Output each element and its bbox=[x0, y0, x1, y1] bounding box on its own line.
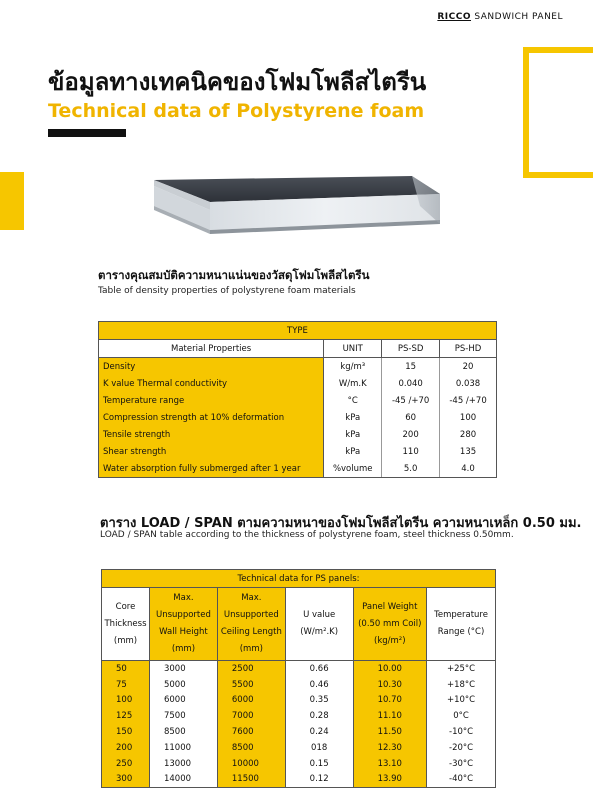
table-row bbox=[99, 426, 497, 443]
wall-height-cell: 14000 bbox=[149, 772, 217, 788]
ps-sd-cell: 60 bbox=[382, 409, 440, 426]
property-cell: Water absorption fully submerged after 1 year bbox=[99, 460, 324, 478]
yellow-bar-decoration bbox=[0, 172, 24, 230]
table-row bbox=[102, 708, 496, 724]
property-cell: K value Thermal conductivity bbox=[99, 375, 324, 392]
column-header-line: Max. bbox=[173, 593, 194, 603]
column-header-line: (mm) bbox=[239, 644, 263, 654]
table-row bbox=[102, 740, 496, 756]
table-row bbox=[102, 677, 496, 693]
wall-height-cell: 13000 bbox=[149, 756, 217, 772]
panel-weight-cell: 10.70 bbox=[353, 693, 427, 709]
table-row bbox=[99, 375, 497, 392]
unit-cell: kg/m³ bbox=[324, 358, 382, 376]
core-thickness-cell: 300 bbox=[102, 772, 150, 788]
ceiling-length-cell: 6000 bbox=[217, 693, 285, 709]
temperature-cell: +10°C bbox=[427, 693, 496, 709]
title-underline-bar bbox=[48, 129, 126, 137]
temperature-cell: -40°C bbox=[427, 772, 496, 788]
panel-weight-cell: 13.90 bbox=[353, 772, 427, 788]
table-row bbox=[99, 358, 497, 376]
u-value-cell: 0.15 bbox=[285, 756, 353, 772]
ps-sd-cell: 200 bbox=[382, 426, 440, 443]
table-row bbox=[102, 756, 496, 772]
temperature-cell: 0°C bbox=[427, 708, 496, 724]
column-header bbox=[217, 588, 285, 661]
table-row bbox=[102, 772, 496, 788]
temperature-cell: +25°C bbox=[427, 661, 496, 677]
column-header-line: Unsupported bbox=[223, 610, 279, 620]
ceiling-length-cell: 2500 bbox=[217, 661, 285, 677]
brand-name: RICCO bbox=[437, 12, 472, 22]
column-header-line: Max. bbox=[241, 593, 262, 603]
ps-hd-cell: 4.0 bbox=[440, 460, 497, 478]
column-header: Material Properties bbox=[99, 340, 324, 358]
column-header: PS-SD bbox=[382, 340, 440, 358]
property-cell: Shear strength bbox=[99, 443, 324, 460]
panel-weight-cell: 12.30 bbox=[353, 740, 427, 756]
page-title-english: Technical data of Polystyrene foam bbox=[48, 100, 425, 122]
core-thickness-cell: 50 bbox=[102, 661, 150, 677]
brand-wordmark bbox=[437, 12, 563, 22]
ceiling-length-cell: 5500 bbox=[217, 677, 285, 693]
u-value-cell: 0.35 bbox=[285, 693, 353, 709]
ceiling-length-cell: 7600 bbox=[217, 724, 285, 740]
brand-tagline: SANDWICH PANEL bbox=[474, 12, 563, 22]
column-header bbox=[285, 588, 353, 661]
column-header-line: Core bbox=[115, 601, 136, 612]
ps-hd-cell: 280 bbox=[440, 426, 497, 443]
unit-cell: kPa bbox=[324, 409, 382, 426]
column-header bbox=[102, 588, 150, 661]
table-row bbox=[102, 693, 496, 709]
table-row bbox=[102, 661, 496, 677]
temperature-cell: -20°C bbox=[427, 740, 496, 756]
table-title: Technical data for PS panels: bbox=[102, 570, 496, 588]
column-header bbox=[353, 588, 427, 661]
column-header-line: Temperature bbox=[434, 610, 488, 620]
ceiling-length-cell: 10000 bbox=[217, 756, 285, 772]
column-header-line: (kg/m²) bbox=[374, 635, 406, 646]
panel-weight-cell: 10.30 bbox=[353, 677, 427, 693]
column-header: UNIT bbox=[324, 340, 382, 358]
load-span-table bbox=[101, 569, 496, 788]
table-row bbox=[99, 460, 497, 478]
core-thickness-cell: 100 bbox=[102, 693, 150, 709]
column-header-line: Panel Weight bbox=[362, 601, 418, 612]
column-header-line: Ceiling Length bbox=[220, 627, 282, 637]
temperature-cell: -10°C bbox=[427, 724, 496, 740]
property-cell: Tensile strength bbox=[99, 426, 324, 443]
column-header-line: (0.50 mm Coil) bbox=[358, 618, 422, 629]
column-header bbox=[427, 588, 496, 661]
u-value-cell: 0.24 bbox=[285, 724, 353, 740]
ps-hd-cell: -45 /+70 bbox=[440, 392, 497, 409]
temperature-cell: -30°C bbox=[427, 756, 496, 772]
column-header-line: (W/m².K) bbox=[300, 627, 339, 637]
column-header-line: Range (°C) bbox=[437, 627, 485, 637]
ps-sd-cell: 15 bbox=[382, 358, 440, 376]
property-cell: Density bbox=[99, 358, 324, 376]
core-thickness-cell: 250 bbox=[102, 756, 150, 772]
column-header-line: Unsupported bbox=[156, 610, 211, 620]
wall-height-cell: 5000 bbox=[149, 677, 217, 693]
panel-weight-cell: 10.00 bbox=[353, 661, 427, 677]
load-span-caption-thai: ตาราง LOAD / SPAN ตามความหนาของโฟมโพลีสไตรีน ความหนาเหล็ก 0.50 มม. bbox=[100, 516, 582, 531]
wall-height-cell: 6000 bbox=[149, 693, 217, 709]
ps-hd-cell: 20 bbox=[440, 358, 497, 376]
column-header-line: (mm) bbox=[171, 644, 196, 654]
ceiling-length-cell: 11500 bbox=[217, 772, 285, 788]
wall-height-cell: 11000 bbox=[149, 740, 217, 756]
unit-cell: kPa bbox=[324, 443, 382, 460]
density-caption-thai: ตารางคุณสมบัติความหนาแน่นของวัสดุโฟมโพลีสไตรีน bbox=[98, 268, 370, 282]
column-header-line: Thickness bbox=[104, 618, 147, 629]
table-row bbox=[99, 443, 497, 460]
table-row bbox=[99, 392, 497, 409]
load-span-caption-english: LOAD / SPAN table according to the thickness of polystyrene foam, steel thickness 0.50mm. bbox=[100, 530, 514, 540]
panel-weight-cell: 11.50 bbox=[353, 724, 427, 740]
column-header: PS-HD bbox=[440, 340, 497, 358]
yellow-frame-decoration bbox=[523, 47, 593, 178]
panel-weight-cell: 13.10 bbox=[353, 756, 427, 772]
core-thickness-cell: 150 bbox=[102, 724, 150, 740]
core-thickness-cell: 200 bbox=[102, 740, 150, 756]
table-row bbox=[99, 409, 497, 426]
column-header-line: U value bbox=[303, 610, 336, 620]
ceiling-length-cell: 7000 bbox=[217, 708, 285, 724]
temperature-cell: +18°C bbox=[427, 677, 496, 693]
page-title-thai: ข้อมูลทางเทคนิคของโฟมโพลีสไตรีน bbox=[48, 68, 427, 96]
ps-sd-cell: 5.0 bbox=[382, 460, 440, 478]
unit-cell: °C bbox=[324, 392, 382, 409]
property-cell: Compression strength at 10% deformation bbox=[99, 409, 324, 426]
table-title: TYPE bbox=[99, 322, 497, 340]
wall-height-cell: 7500 bbox=[149, 708, 217, 724]
ps-sd-cell: 110 bbox=[382, 443, 440, 460]
density-caption-english: Table of density properties of polystyrene foam materials bbox=[98, 286, 356, 296]
wall-height-cell: 3000 bbox=[149, 661, 217, 677]
unit-cell: W/m.K bbox=[324, 375, 382, 392]
ps-hd-cell: 0.038 bbox=[440, 375, 497, 392]
table-row bbox=[102, 724, 496, 740]
column-header bbox=[149, 588, 217, 661]
density-properties-table bbox=[98, 321, 497, 478]
u-value-cell: 0.28 bbox=[285, 708, 353, 724]
u-value-cell: 0.12 bbox=[285, 772, 353, 788]
core-thickness-cell: 75 bbox=[102, 677, 150, 693]
ps-sd-cell: 0.040 bbox=[382, 375, 440, 392]
column-header-line: Wall Height bbox=[159, 627, 208, 637]
ps-hd-cell: 135 bbox=[440, 443, 497, 460]
column-header-line: (mm) bbox=[113, 635, 138, 646]
ps-sd-cell: -45 /+70 bbox=[382, 392, 440, 409]
u-value-cell: 018 bbox=[285, 740, 353, 756]
u-value-cell: 0.66 bbox=[285, 661, 353, 677]
wall-height-cell: 8500 bbox=[149, 724, 217, 740]
unit-cell: kPa bbox=[324, 426, 382, 443]
ps-hd-cell: 100 bbox=[440, 409, 497, 426]
sandwich-panel-image bbox=[150, 172, 445, 247]
core-thickness-cell: 125 bbox=[102, 708, 150, 724]
u-value-cell: 0.46 bbox=[285, 677, 353, 693]
property-cell: Temperature range bbox=[99, 392, 324, 409]
panel-weight-cell: 11.10 bbox=[353, 708, 427, 724]
ceiling-length-cell: 8500 bbox=[217, 740, 285, 756]
unit-cell: %volume bbox=[324, 460, 382, 478]
